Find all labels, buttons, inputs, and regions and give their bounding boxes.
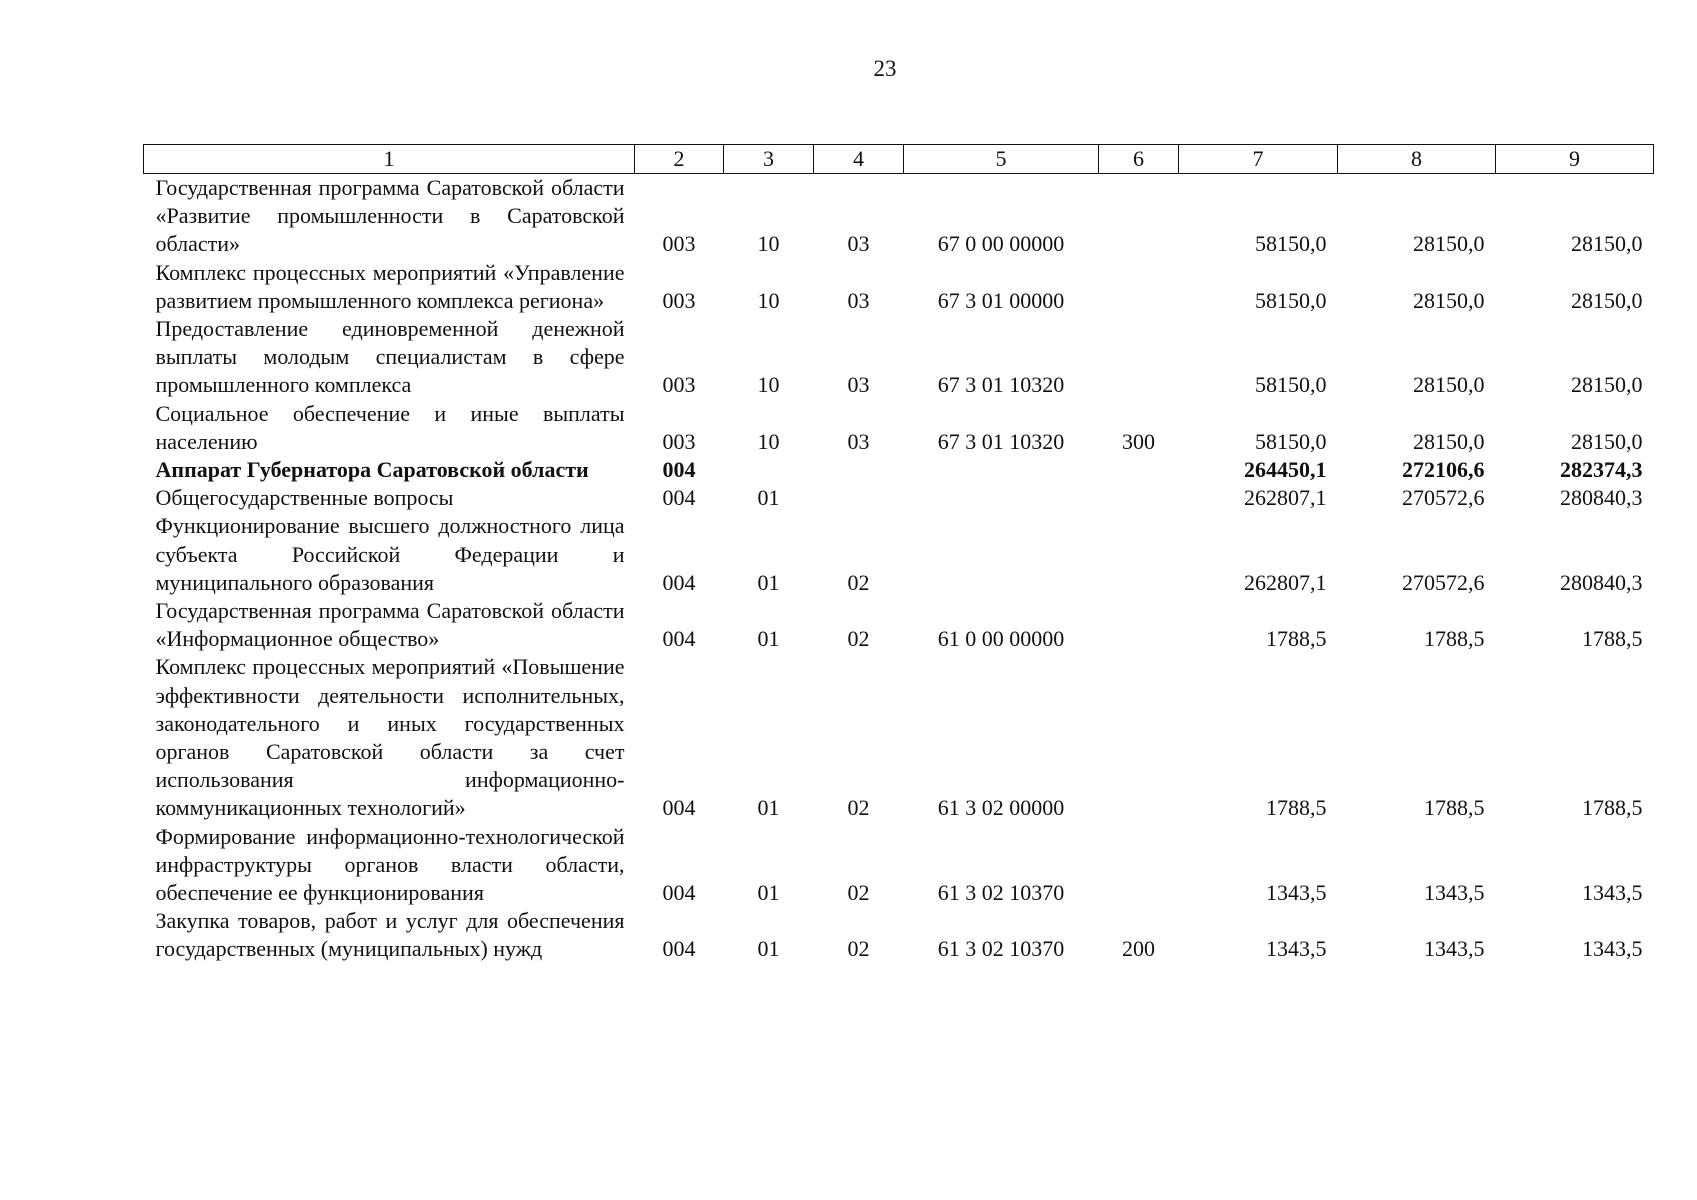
cell-section-code — [724, 456, 814, 484]
table-row — [144, 823, 1654, 908]
cell-section-code: 01 — [757, 880, 780, 906]
cell-ministry-code: 004 — [662, 485, 696, 511]
cell-amount-9: 28150,0 — [1571, 231, 1643, 257]
cell-expense-type: 300 — [1122, 428, 1155, 454]
row-name: Аппарат Губернатора Саратовской области — [155, 457, 589, 483]
cell-ministry-code: 003 — [662, 428, 696, 454]
cell-target-article: 67 3 01 10320 — [937, 372, 1065, 398]
column-header-5: 5 — [904, 145, 1099, 174]
cell-expense-type — [1099, 597, 1179, 653]
cell-amount-8: 28150,0 — [1413, 287, 1485, 313]
row-name: Государственная программа Саратовской области «Информационное общество» — [155, 598, 625, 652]
table-row — [144, 400, 1654, 456]
cell-expense-type — [1099, 315, 1179, 400]
cell-amount-9: 28150,0 — [1571, 287, 1643, 313]
cell-expense-type — [1099, 456, 1179, 484]
cell-amount-8: 1788,5 — [1424, 795, 1485, 821]
cell-target-article: 61 0 00 00000 — [937, 626, 1065, 652]
cell-expense-type — [1099, 512, 1179, 597]
cell-subsection-code: 02 — [847, 626, 870, 652]
row-name: Функционирование высшего должностного лица субъекта Российской Федерации и муниципального образования — [155, 513, 625, 595]
budget-table — [143, 144, 1654, 964]
column-header-7: 7 — [1179, 145, 1338, 174]
column-header-3: 3 — [724, 145, 814, 174]
column-header-1: 1 — [144, 145, 635, 174]
table-body — [144, 174, 1654, 964]
cell-amount-9: 28150,0 — [1571, 428, 1643, 454]
table-row — [144, 597, 1654, 653]
column-header-6: 6 — [1099, 145, 1179, 174]
cell-section-code: 01 — [757, 626, 780, 652]
cell-amount-7: 1788,5 — [1266, 795, 1327, 821]
cell-ministry-code: 003 — [662, 231, 696, 257]
cell-amount-7: 58150,0 — [1255, 428, 1327, 454]
cell-section-code: 10 — [757, 372, 780, 398]
table-row — [144, 456, 1654, 484]
cell-target-article: 67 3 01 00000 — [937, 287, 1065, 313]
cell-ministry-code: 004 — [662, 795, 696, 821]
cell-subsection-code — [814, 456, 904, 484]
cell-expense-type — [1099, 653, 1179, 822]
cell-amount-9: 1343,5 — [1582, 880, 1643, 906]
cell-amount-9: 282374,3 — [1560, 457, 1643, 483]
cell-expense-type — [1099, 484, 1179, 512]
cell-subsection-code: 02 — [847, 936, 870, 962]
cell-ministry-code: 004 — [662, 626, 696, 652]
cell-target-article: 61 3 02 00000 — [937, 795, 1065, 821]
cell-amount-8: 1343,5 — [1424, 880, 1485, 906]
cell-subsection-code: 02 — [847, 795, 870, 821]
row-name: Комплекс процессных мероприятий «Управление развитием промышленного комплекса региона» — [155, 259, 625, 313]
table-header-row — [144, 145, 1654, 174]
table-row — [144, 259, 1654, 315]
cell-amount-7: 1788,5 — [1266, 626, 1327, 652]
cell-target-article: 61 3 02 10370 — [937, 880, 1065, 906]
cell-amount-9: 1788,5 — [1582, 626, 1643, 652]
row-name: Государственная программа Саратовской области «Развитие промышленности в Саратовской области» — [155, 175, 625, 257]
row-name: Социальное обеспечение и иные выплаты населению — [155, 400, 625, 454]
table-row — [144, 653, 1654, 822]
cell-subsection-code: 02 — [847, 880, 870, 906]
cell-amount-9: 280840,3 — [1560, 569, 1643, 595]
cell-amount-8: 270572,6 — [1402, 485, 1485, 511]
cell-ministry-code: 003 — [662, 372, 696, 398]
cell-subsection-code: 03 — [847, 287, 870, 313]
cell-amount-9: 1343,5 — [1582, 936, 1643, 962]
row-name: Общегосударственные вопросы — [155, 485, 454, 511]
cell-ministry-code: 003 — [662, 287, 696, 313]
table-header — [144, 145, 1654, 174]
cell-ministry-code: 004 — [662, 880, 696, 906]
table-row — [144, 512, 1654, 597]
cell-amount-8: 1343,5 — [1424, 936, 1485, 962]
cell-ministry-code: 004 — [662, 569, 696, 595]
cell-expense-type — [1099, 823, 1179, 908]
cell-amount-8: 1788,5 — [1424, 626, 1485, 652]
cell-section-code: 01 — [757, 936, 780, 962]
cell-target-article — [904, 456, 1099, 484]
cell-amount-7: 58150,0 — [1255, 231, 1327, 257]
table-row — [144, 907, 1654, 963]
cell-subsection-code: 03 — [847, 428, 870, 454]
row-name: Формирование информационно-технологической инфраструктуры органов власти области, обеспечение ее функционирования — [155, 823, 625, 906]
column-header-2: 2 — [635, 145, 724, 174]
cell-target-article: 61 3 02 10370 — [937, 936, 1065, 962]
cell-amount-7: 262807,1 — [1244, 485, 1327, 511]
cell-target-article: 67 3 01 10320 — [937, 428, 1065, 454]
cell-section-code: 10 — [757, 428, 780, 454]
cell-section-code: 10 — [757, 287, 780, 313]
cell-section-code: 01 — [757, 795, 780, 821]
cell-subsection-code: 03 — [847, 372, 870, 398]
page-number: 23 — [873, 56, 897, 81]
cell-amount-7: 58150,0 — [1255, 372, 1327, 398]
column-header-9: 9 — [1496, 145, 1654, 174]
cell-expense-type: 200 — [1122, 936, 1155, 962]
table-row — [144, 484, 1654, 512]
row-name: Комплекс процессных мероприятий «Повышение эффективности деятельности исполнительных, законодательного и иных государственных органов Саратовской области за счет использования информационно-коммуникационных технологий» — [155, 654, 625, 821]
cell-amount-8: 28150,0 — [1413, 372, 1485, 398]
table-row — [144, 174, 1654, 259]
cell-subsection-code: 03 — [847, 231, 870, 257]
cell-amount-7: 58150,0 — [1255, 287, 1327, 313]
column-header-4: 4 — [814, 145, 904, 174]
cell-target-article — [904, 484, 1099, 512]
row-name: Закупка товаров, работ и услуг для обеспечения государственных (муниципальных) нужд — [155, 908, 625, 962]
cell-amount-8: 270572,6 — [1402, 569, 1485, 595]
cell-amount-9: 28150,0 — [1571, 372, 1643, 398]
cell-amount-9: 1788,5 — [1582, 795, 1643, 821]
cell-subsection-code — [814, 484, 904, 512]
cell-amount-7: 1343,5 — [1266, 936, 1327, 962]
cell-amount-9: 280840,3 — [1560, 485, 1643, 511]
cell-subsection-code: 02 — [847, 569, 870, 595]
cell-ministry-code: 004 — [662, 936, 696, 962]
table-row — [144, 315, 1654, 400]
cell-amount-7: 264450,1 — [1244, 457, 1327, 483]
cell-amount-8: 28150,0 — [1413, 428, 1485, 454]
cell-expense-type — [1099, 174, 1179, 259]
cell-section-code: 01 — [757, 485, 780, 511]
cell-section-code: 01 — [757, 569, 780, 595]
cell-amount-8: 28150,0 — [1413, 231, 1485, 257]
column-header-8: 8 — [1338, 145, 1496, 174]
cell-amount-7: 262807,1 — [1244, 569, 1327, 595]
cell-ministry-code: 004 — [662, 457, 696, 483]
cell-amount-7: 1343,5 — [1266, 880, 1327, 906]
cell-expense-type — [1099, 259, 1179, 315]
cell-target-article: 67 0 00 00000 — [937, 231, 1065, 257]
cell-section-code: 10 — [757, 231, 780, 257]
cell-amount-8: 272106,6 — [1402, 457, 1485, 483]
cell-target-article — [904, 512, 1099, 597]
row-name: Предоставление единовременной денежной выплаты молодым специалистам в сфере промышленного комплекса — [155, 316, 625, 398]
